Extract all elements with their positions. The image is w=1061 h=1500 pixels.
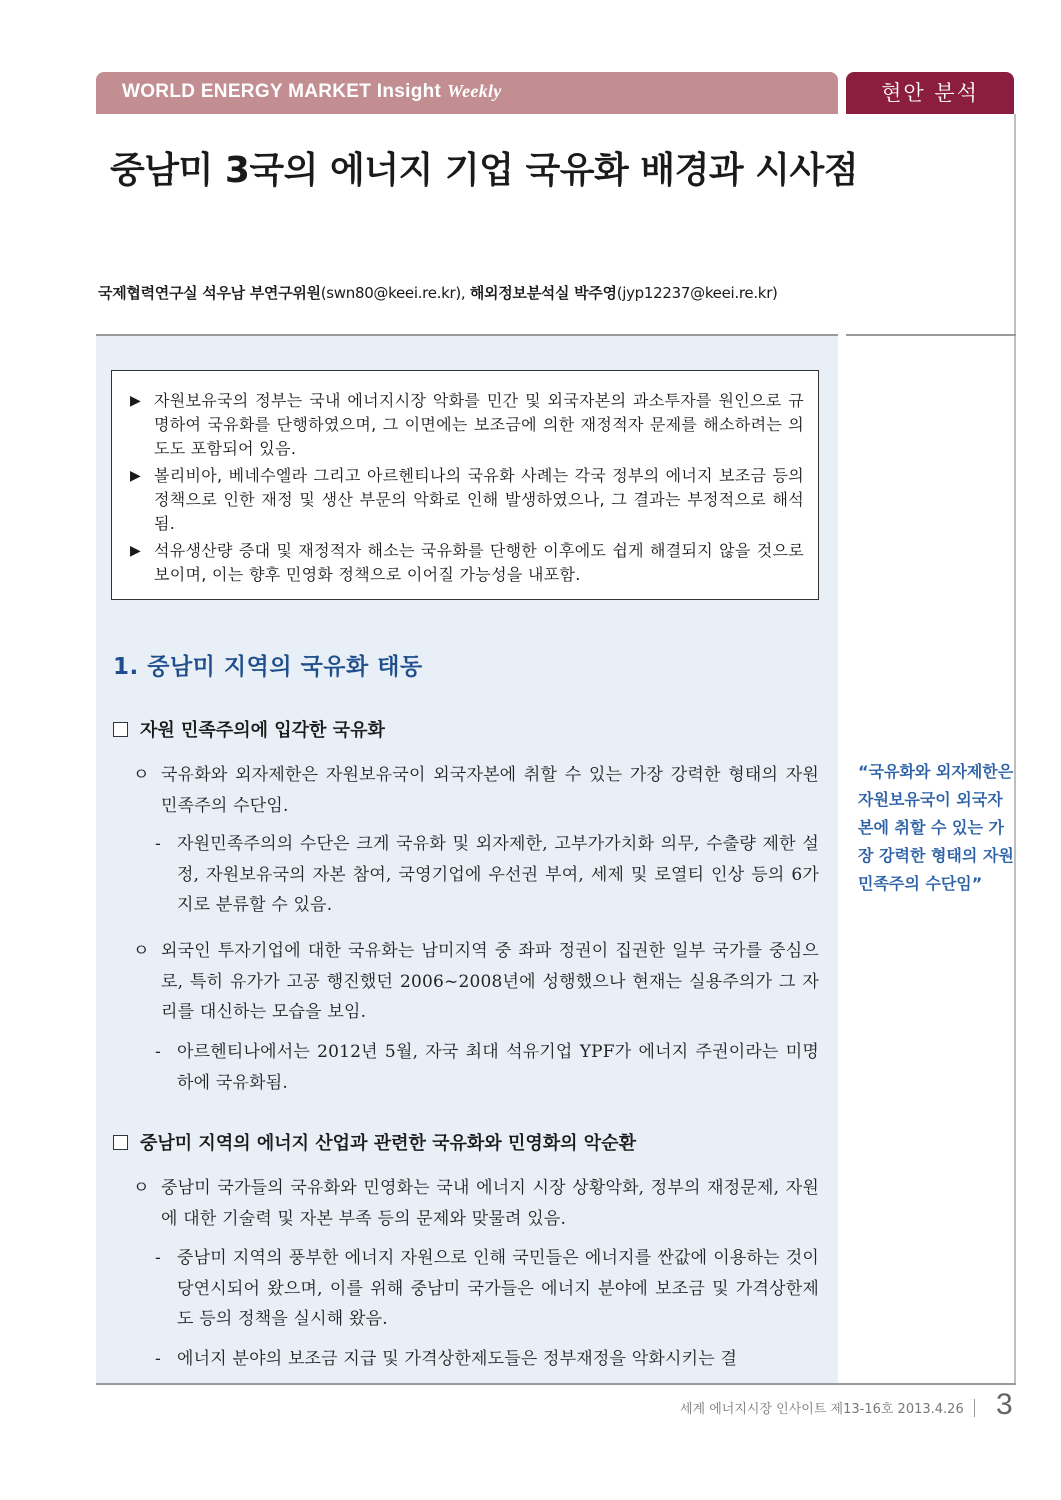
brand-title: WORLD ENERGY MARKET Insight Weekly — [122, 81, 502, 102]
author2-name: 해외정보분석실 박주영 — [469, 284, 617, 302]
circle-bullet-icon: ㅇ — [133, 941, 150, 961]
author1-email[interactable]: (swn80@keei.re.kr), — [320, 284, 466, 302]
footer-divider — [96, 1383, 1016, 1385]
footer-text: 세계 에너지시장 인사이트 제13-16호 2013.4.26 — [680, 1398, 983, 1417]
brand-weekly: Weekly — [447, 81, 502, 101]
dash-bullet: - — [155, 1248, 161, 1268]
footer-separator — [974, 1399, 975, 1417]
right-divider — [1014, 114, 1016, 1385]
header-bar — [96, 72, 838, 114]
dash-bullet: - — [155, 834, 161, 854]
authors-line — [98, 282, 778, 303]
checkbox-square-icon — [113, 1135, 128, 1150]
section-heading: 1. 중남미 지역의 국유화 태동 — [113, 654, 423, 680]
paragraph: ㅇ 중남미 국가들의 국유화와 민영화는 국내 에너지 시장 상황악화, 정부의 재정문제, 자원에 대한 기술력 및 자본 부족 등의 문제와 맞물려 있음. — [161, 1173, 819, 1234]
summary-item: ▶ 석유생산량 증대 및 재정적자 해소는 국유화를 단행한 이후에도 쉽게 해결되지 않을 것으로 보이며, 이는 향후 민영화 정책으로 이어질 가능성을 내포함. — [130, 541, 804, 584]
page-title: 중남미 3국의 에너지 기업 국유화 배경과 시사점 — [110, 150, 858, 191]
paragraph-detail: - 중남미 지역의 풍부한 에너지 자원으로 인해 국민들은 에너지를 싼값에 이용하는 것이 당연시되어 왔으며, 이를 위해 중남미 국가들은 에너지 분야에 보조금 및 가격상한제도 등의 정책을 실시해 왔음. — [177, 1243, 819, 1335]
subsection-heading: 자원 민족주의에 입각한 국유화 — [113, 716, 385, 742]
paragraph-detail: - 에너지 분야의 보조금 지급 및 가격상한제도들은 정부재정을 악화시키는 결 — [177, 1344, 819, 1375]
sidebar-quote: “국유화와 외자제한은 자원보유국이 외국자본에 취할 수 있는 가장 강력한 형태의 자원 민족주의 수단임” — [858, 762, 1014, 893]
summary-box — [111, 370, 819, 600]
subsection-heading: 중남미 지역의 에너지 산업과 관련한 국유화와 민영화의 악순환 — [113, 1129, 636, 1155]
bullet-triangle-icon: ▶ — [130, 393, 142, 409]
summary-item: ▶ 자원보유국의 정부는 국내 에너지시장 악화를 민간 및 외국자본의 과소투자를 원인으로 규명하여 국유화를 단행하였으며, 그 이면에는 보조금에 의한 재정적자 문제를 해소하려는 의도도 포함되어 있음. — [130, 391, 804, 458]
author2-email[interactable]: (jyp12237@keei.re.kr) — [616, 284, 778, 302]
bullet-triangle-icon: ▶ — [130, 468, 142, 484]
paragraph-detail: - 아르헨티나에서는 2012년 5월, 자국 최대 석유기업 YPF가 에너지 주권이라는 미명 하에 국유화됨. — [177, 1037, 819, 1098]
summary-item: ▶ 볼리비아, 베네수엘라 그리고 아르헨티나의 국유화 사례는 각국 정부의 에너지 보조금 등의 정책으로 인한 재정 및 생산 부문의 악화로 인해 발생하였으나, 그 결과는 부정적으로 해석됨. — [130, 466, 804, 533]
page-number: 3 — [996, 1388, 1013, 1421]
bullet-triangle-icon: ▶ — [130, 543, 142, 559]
circle-bullet-icon: ㅇ — [133, 1178, 150, 1198]
circle-bullet-icon: ㅇ — [133, 765, 150, 785]
checkbox-square-icon — [113, 722, 128, 737]
paragraph-detail: - 자원민족주의의 수단은 크게 국유화 및 외자제한, 고부가가치화 의무, 수출량 제한 설정, 자원보유국의 자본 참여, 국영기업에 우선권 부여, 세제 및 로열티 인상 등의 6가지로 분류할 수 있음. — [177, 829, 819, 921]
dash-bullet: - — [155, 1349, 161, 1369]
paragraph: ㅇ 외국인 투자기업에 대한 국유화는 남미지역 중 좌파 정권이 집권한 일부 국가를 중심으로, 특히 유가가 고공 행진했던 2006~2008년에 성행했으나 현재는 실용주의가 그 자리를 대신하는 모습을 보임. — [161, 936, 819, 1028]
divider-side — [846, 334, 1016, 336]
dash-bullet: - — [155, 1042, 161, 1062]
section-tag: 현안 분석 — [846, 72, 1014, 114]
paragraph: ㅇ 국유화와 외자제한은 자원보유국이 외국자본에 취할 수 있는 가장 강력한 형태의 자원 민족주의 수단임. — [161, 760, 819, 821]
author1-name: 국제협력연구실 석우남 부연구위원 — [98, 284, 321, 302]
